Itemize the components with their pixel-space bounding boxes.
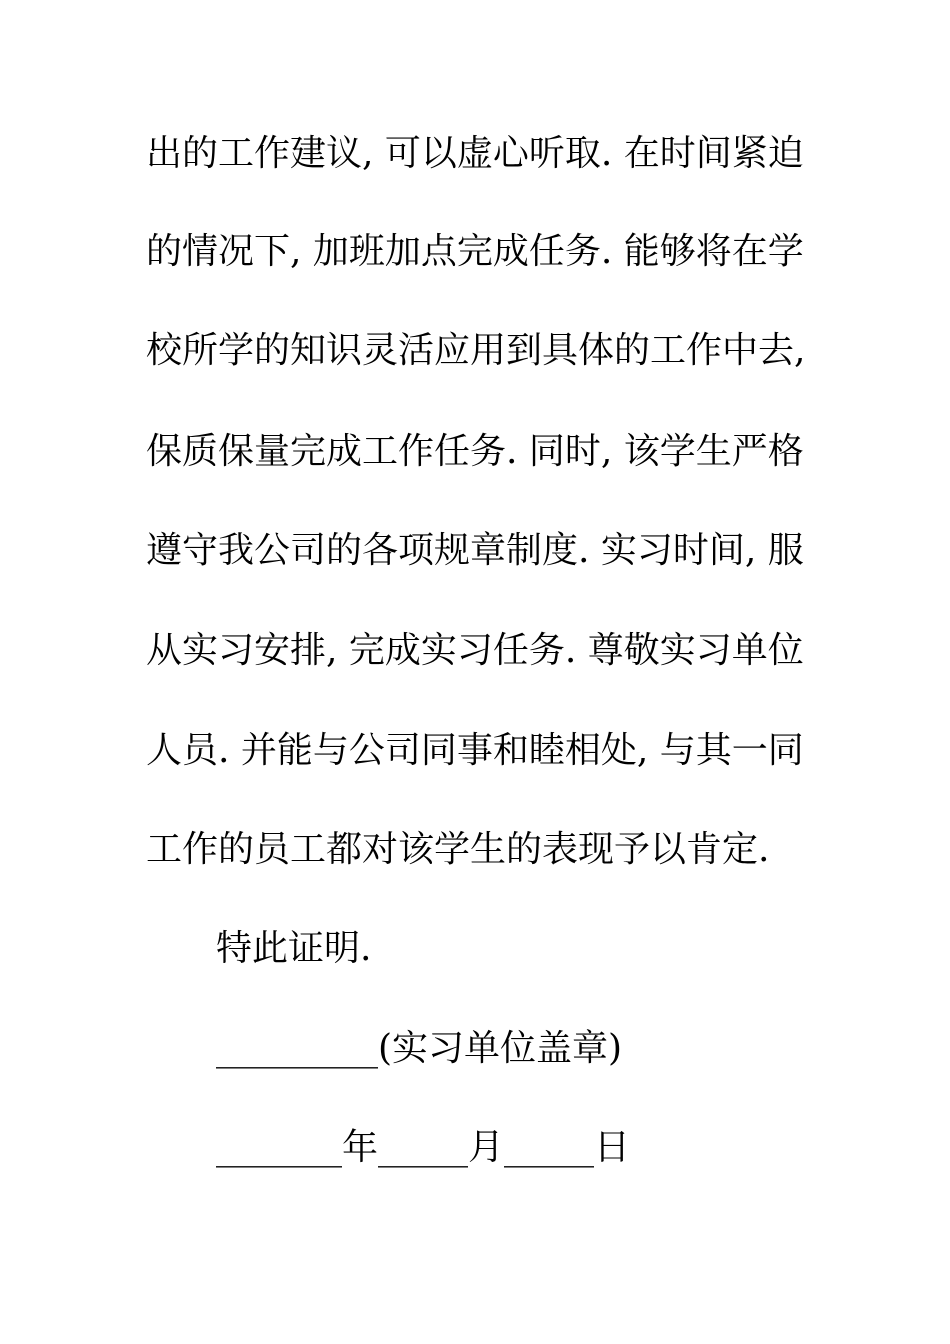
body-line-4: 保质保量完成工作任务. 同时, 该学生严格 — [146, 431, 804, 472]
seal-line: _________(实习单位盖章) — [216, 1028, 623, 1069]
body-line-2: 的情况下, 加班加点完成任务. 能够将在学 — [146, 231, 804, 272]
closing-statement: 特此证明. — [216, 928, 372, 969]
date-line: _______年_____月_____日 — [216, 1127, 630, 1168]
body-line-5: 遵守我公司的各项规章制度. 实习时间, 服 — [146, 530, 804, 571]
body-line-3: 校所学的知识灵活应用到具体的工作中去, — [146, 330, 806, 371]
body-line-6: 从实习安排, 完成实习任务. 尊敬实习单位 — [146, 630, 804, 671]
body-line-1: 出的工作建议, 可以虚心听取. 在时间紧迫 — [146, 133, 804, 174]
body-line-8: 工作的员工都对该学生的表现予以肯定. — [146, 829, 770, 870]
body-line-7: 人员. 并能与公司同事和睦相处, 与其一同 — [146, 730, 804, 771]
